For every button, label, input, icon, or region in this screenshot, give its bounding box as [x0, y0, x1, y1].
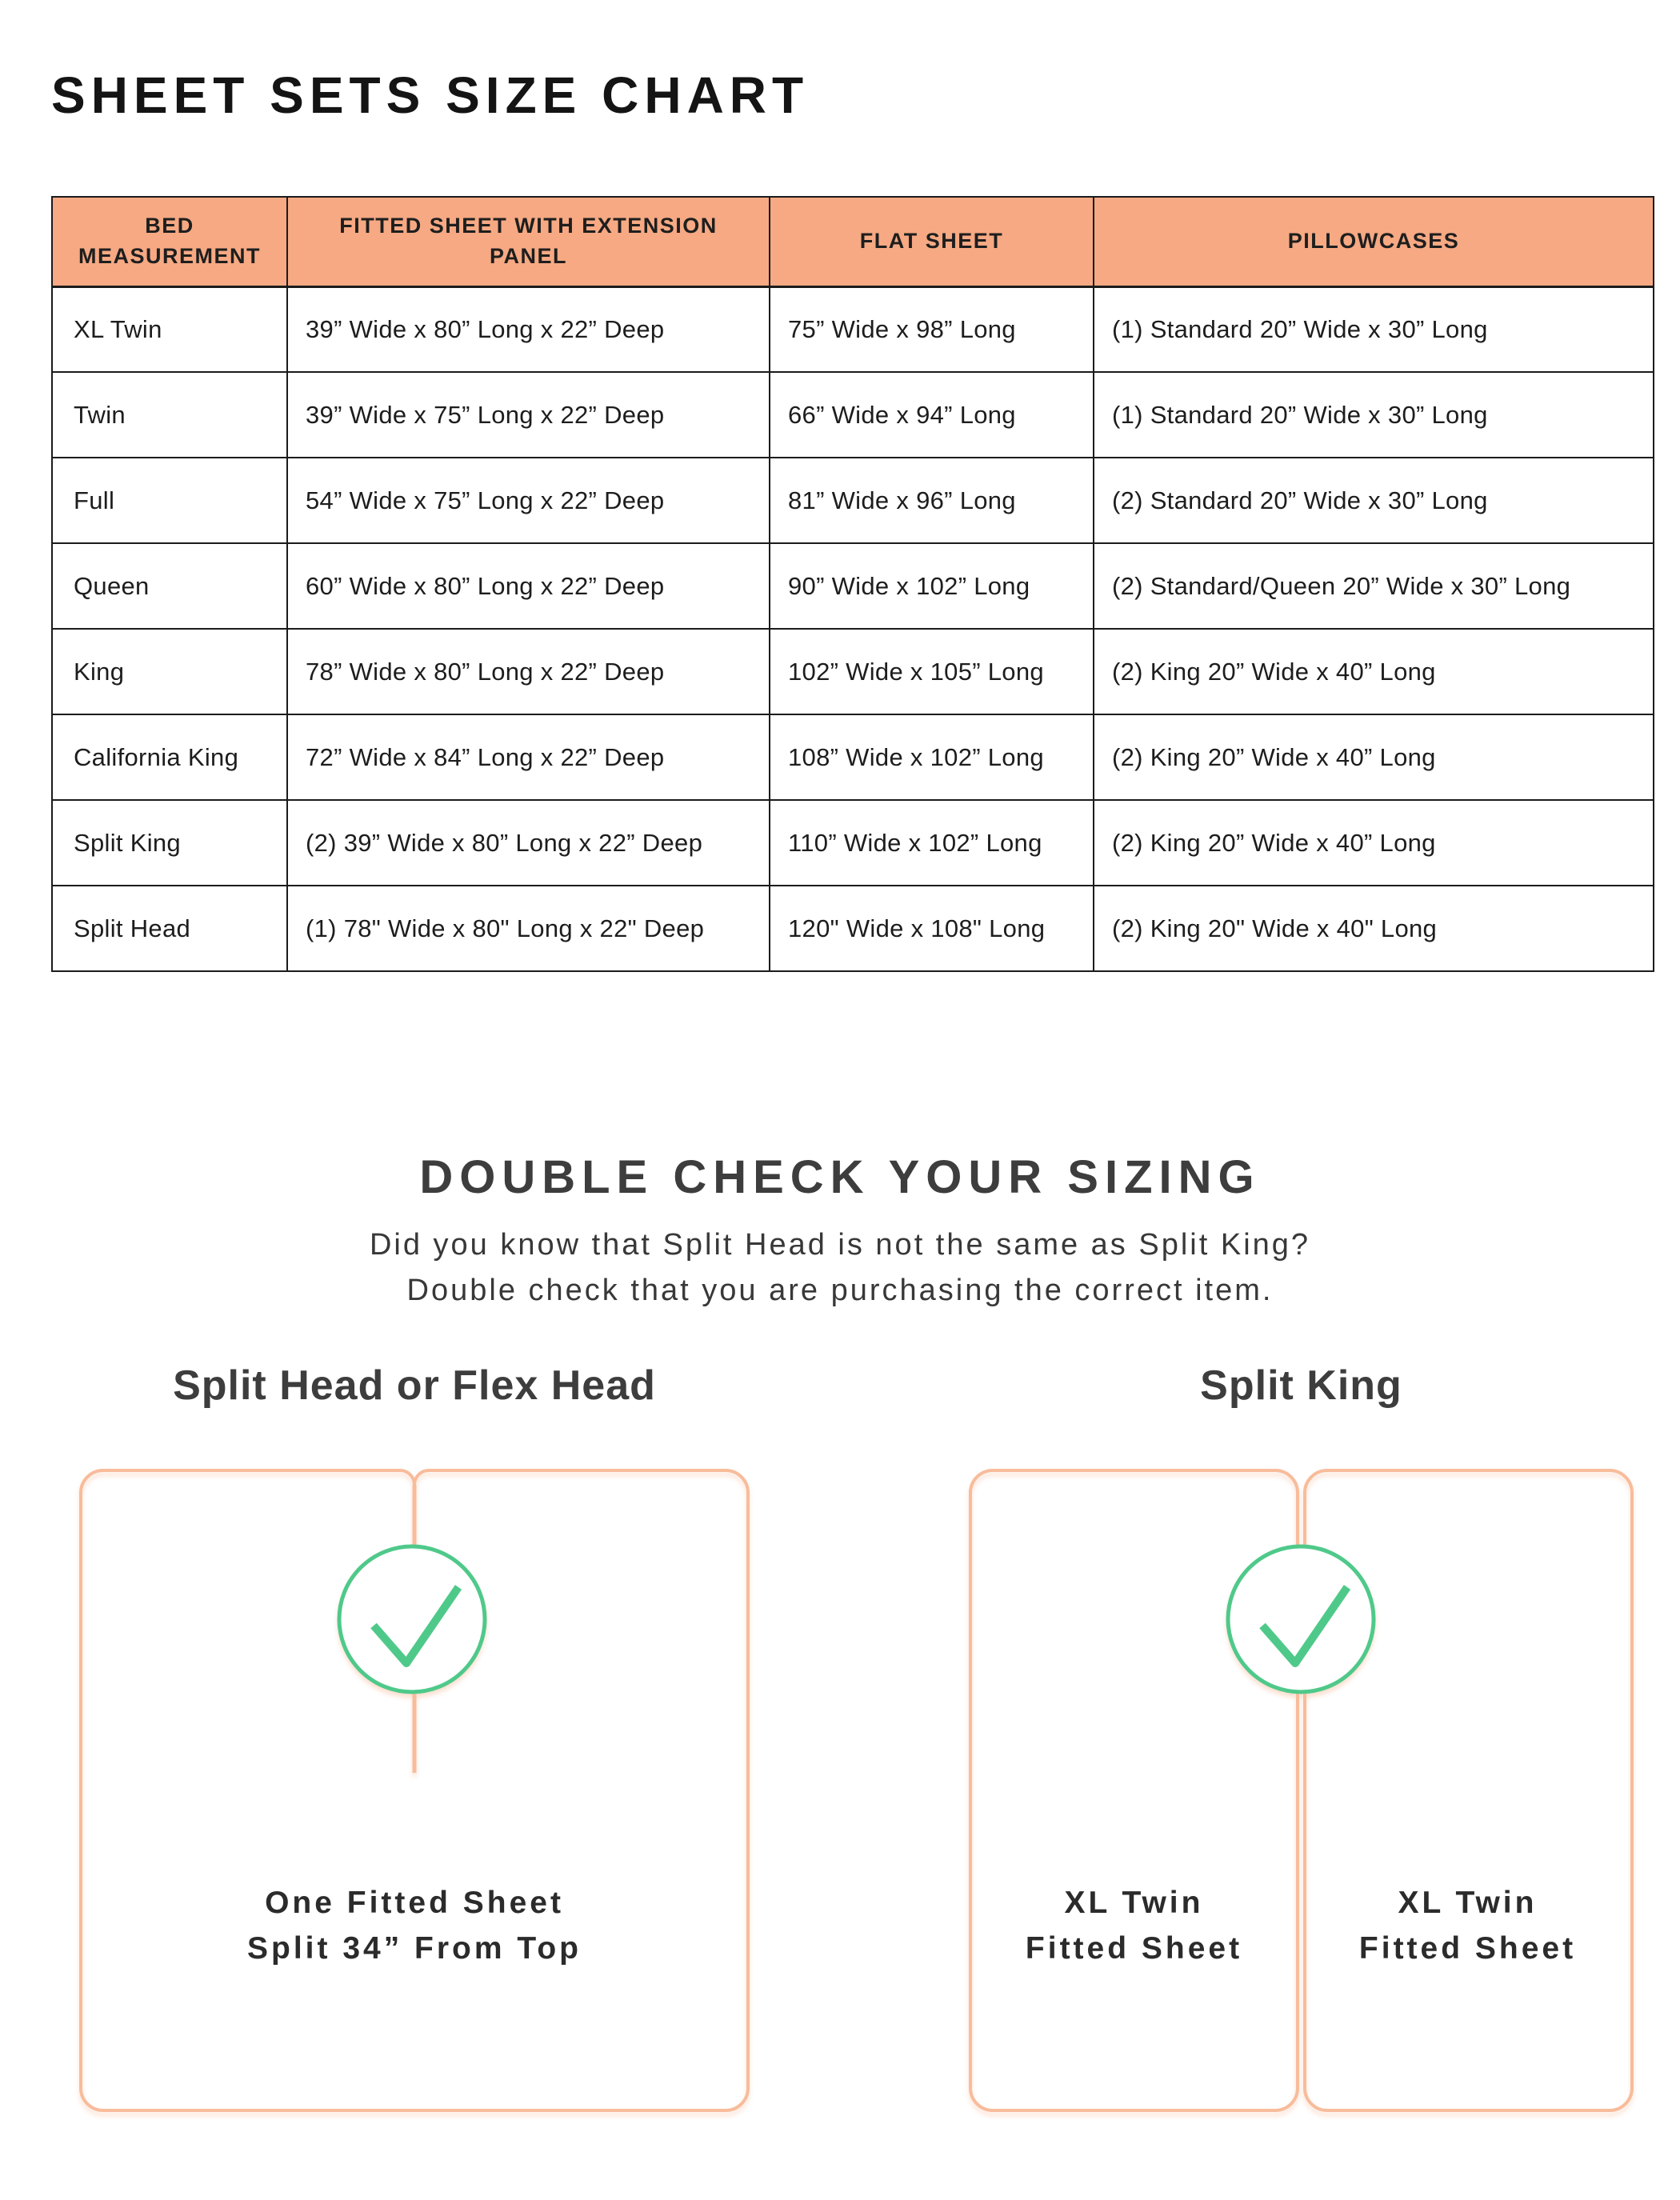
pillowcase-dims: (2) King 20” Wide x 40” Long [1094, 800, 1654, 886]
subtitle-line-2: Double check that you are purchasing the correct item. [406, 1274, 1274, 1307]
bed-size: XL Twin [52, 286, 287, 372]
split-king-right-label-line1: XL Twin [1398, 1886, 1538, 1920]
bed-size: Split King [52, 800, 287, 886]
split-head-diagram [76, 1466, 753, 2115]
table-row [52, 458, 1654, 543]
bed-size: California King [52, 714, 287, 800]
check-circle-icon [339, 1546, 485, 1692]
split-king-left-label-line1: XL Twin [1064, 1886, 1204, 1920]
bed-size: King [52, 629, 287, 714]
right-twin-mattress-outline [1305, 1470, 1632, 2110]
flat-sheet-dims: 102” Wide x 105” Long [770, 629, 1094, 714]
double-check-subtitle [0, 1222, 1680, 1314]
split-king-title: Split King [1200, 1362, 1402, 1409]
flat-sheet-dims: 110” Wide x 102” Long [770, 800, 1094, 886]
check-circle-icon [1228, 1546, 1374, 1692]
flat-sheet-dims: 108” Wide x 102” Long [770, 714, 1094, 800]
flat-sheet-dims: 66” Wide x 94” Long [770, 372, 1094, 458]
subtitle-line-1: Did you know that Split Head is not the same as Split King? [369, 1228, 1311, 1262]
split-king-right-label-line2: Fitted Sheet [1358, 1931, 1577, 1966]
table-header-row [52, 197, 1654, 286]
flat-sheet-dims: 90” Wide x 102” Long [770, 543, 1094, 629]
fitted-sheet-dims: (1) 78" Wide x 80" Long x 22" Deep [287, 886, 770, 971]
fitted-sheet-dims: 78” Wide x 80” Long x 22” Deep [287, 629, 770, 714]
split-head-label-line1: One Fitted Sheet [265, 1886, 564, 1920]
bed-size: Queen [52, 543, 287, 629]
split-king-diagram [966, 1466, 1637, 2115]
table-row [52, 286, 1654, 372]
flat-sheet-dims: 120" Wide x 108" Long [770, 886, 1094, 971]
header-bed-measurement: BED MEASUREMENT [52, 197, 287, 286]
page-title: SHEET SETS SIZE CHART [51, 66, 810, 124]
pillowcase-dims: (2) Standard/Queen 20” Wide x 30” Long [1094, 543, 1654, 629]
split-king-left-label-line2: Fitted Sheet [1025, 1931, 1243, 1966]
header-fitted-sheet: FITTED SHEET WITH EXTENSION PANEL [287, 197, 770, 286]
pillowcase-dims: (2) King 20" Wide x 40" Long [1094, 886, 1654, 971]
header-pillowcases: PILLOWCASES [1094, 197, 1654, 286]
bed-size: Full [52, 458, 287, 543]
header-flat-sheet: FLAT SHEET [770, 197, 1094, 286]
table-row [52, 629, 1654, 714]
fitted-sheet-dims: 39” Wide x 80” Long x 22” Deep [287, 286, 770, 372]
fitted-sheet-dims: 60” Wide x 80” Long x 22” Deep [287, 543, 770, 629]
fitted-sheet-dims: (2) 39” Wide x 80” Long x 22” Deep [287, 800, 770, 886]
pillowcase-dims: (2) King 20” Wide x 40” Long [1094, 714, 1654, 800]
fitted-sheet-dims: 39” Wide x 75” Long x 22” Deep [287, 372, 770, 458]
bed-size: Twin [52, 372, 287, 458]
table-row [52, 372, 1654, 458]
pillowcase-dims: (1) Standard 20” Wide x 30” Long [1094, 372, 1654, 458]
table-row [52, 543, 1654, 629]
pillowcase-dims: (2) Standard 20” Wide x 30” Long [1094, 458, 1654, 543]
fitted-sheet-dims: 54” Wide x 75” Long x 22” Deep [287, 458, 770, 543]
split-head-label-line2: Split 34” From Top [247, 1931, 582, 1966]
pillowcase-dims: (1) Standard 20” Wide x 30” Long [1094, 286, 1654, 372]
split-head-title: Split Head or Flex Head [173, 1362, 656, 1409]
bed-size: Split Head [52, 886, 287, 971]
sheet-size-table [51, 196, 1654, 972]
double-check-heading: DOUBLE CHECK YOUR SIZING [419, 1151, 1261, 1203]
table-row [52, 800, 1654, 886]
flat-sheet-dims: 75” Wide x 98” Long [770, 286, 1094, 372]
table-row [52, 886, 1654, 971]
pillowcase-dims: (2) King 20” Wide x 40” Long [1094, 629, 1654, 714]
table-row [52, 714, 1654, 800]
fitted-sheet-dims: 72” Wide x 84” Long x 22” Deep [287, 714, 770, 800]
flat-sheet-dims: 81” Wide x 96” Long [770, 458, 1094, 543]
